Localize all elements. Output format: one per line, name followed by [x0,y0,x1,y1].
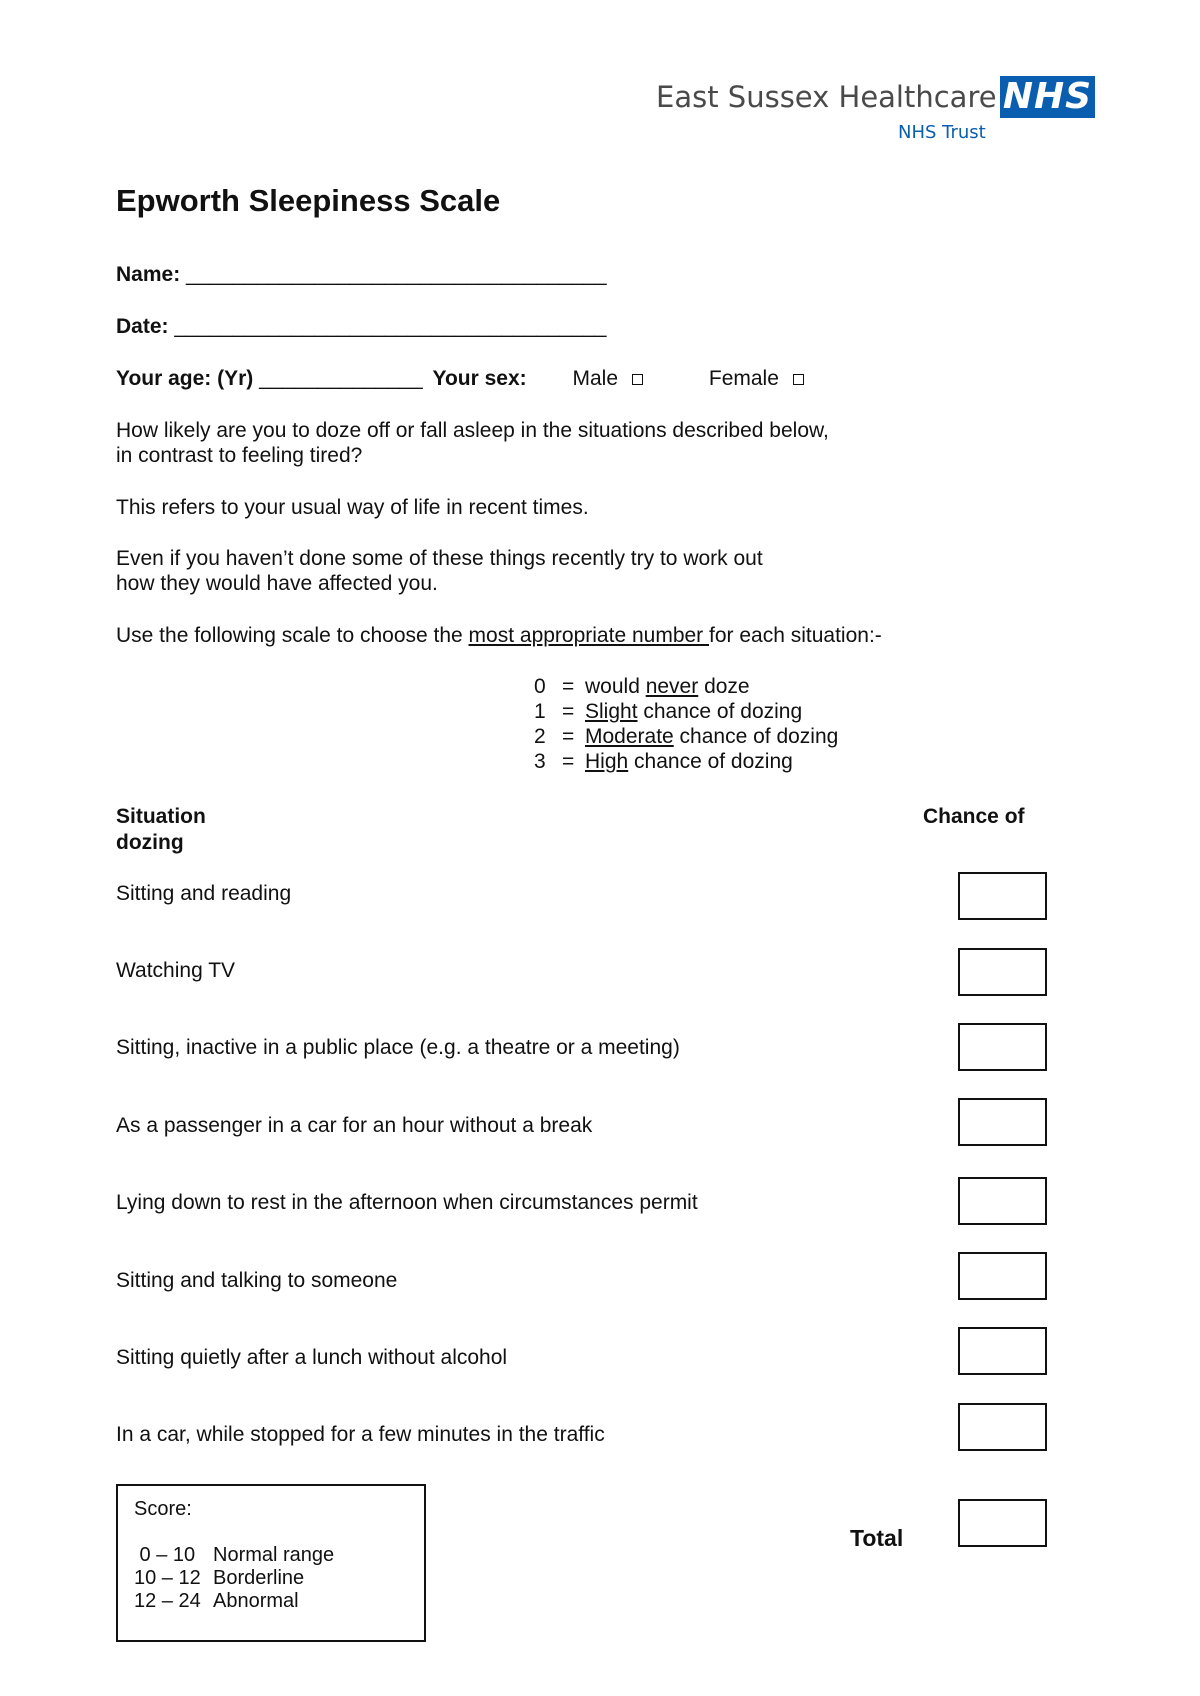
nhs-logo: NHS [1000,76,1095,118]
situation-header: Situation [116,805,206,828]
score-range: 0 – 10 [134,1544,196,1566]
score-input-3[interactable] [958,1023,1047,1071]
situation-label-3: Sitting, inactive in a public place (e.g. a theatre or a meeting) [116,1036,680,1059]
intro-line-5: how they would have affected you. [116,572,438,595]
intro-line-2: in contrast to feeling tired? [116,444,363,467]
scale-legend [534,674,838,774]
scale-text-post: chance of dozing [673,725,839,748]
scale-num: 0 [534,675,546,698]
scale-row-1 [534,699,838,724]
scale-instruction-pre: Use the following scale to choose the [116,624,469,647]
scale-num: 2 [534,725,546,748]
situation-label-2: Watching TV [116,959,236,982]
score-input-6[interactable] [958,1252,1047,1300]
scale-eq: = [562,700,575,723]
male-label: Male [572,367,619,390]
score-range: 12 – 24 [134,1590,201,1612]
age-field[interactable]: ______________ [259,367,423,390]
situation-label-8: In a car, while stopped for a few minutes in the traffic [116,1423,605,1446]
score-range-label: Borderline [213,1567,305,1589]
situation-label-5: Lying down to rest in the afternoon when circumstances permit [116,1191,698,1214]
total-label: Total [850,1525,904,1551]
score-input-5[interactable] [958,1177,1047,1225]
date-field[interactable]: _____________________________________ [174,315,607,338]
name-label: Name: [116,263,181,286]
date-label: Date: [116,315,169,338]
scale-num: 1 [534,700,546,723]
score-input-2[interactable] [958,948,1047,996]
score-input-8[interactable] [958,1403,1047,1451]
scale-text-emphasis: Slight [585,700,638,723]
score-key-row [134,1590,334,1613]
intro-line-4: Even if you haven’t done some of these things recently try to work out [116,547,763,570]
dozing-header: dozing [116,831,184,854]
scale-eq: = [562,675,575,698]
scale-instruction [116,623,882,648]
sex-label: Your sex: [432,367,527,390]
scale-text-post: chance of dozing [628,750,793,773]
scale-num: 3 [534,750,546,773]
date-row [116,314,607,339]
page-title: Epworth Sleepiness Scale [116,183,501,218]
scale-text-emphasis: Moderate [585,725,674,748]
total-input[interactable] [958,1499,1047,1547]
score-key-rows [134,1544,334,1613]
scale-row-3 [534,749,838,774]
scale-text-pre: would [585,675,646,698]
scale-instruction-post: for each situation:- [709,624,882,647]
score-key-row [134,1567,334,1590]
scale-text-emphasis: never [645,675,699,698]
female-checkbox[interactable] [793,374,804,385]
score-key-row [134,1544,334,1567]
name-field[interactable]: ____________________________________ [186,263,607,286]
situation-label-4: As a passenger in a car for an hour without a break [116,1114,593,1137]
score-range: 10 – 12 [134,1567,201,1589]
score-range-label: Abnormal [213,1590,299,1612]
scale-eq: = [562,750,575,773]
score-range-label: Normal range [213,1544,335,1566]
female-label: Female [708,367,779,390]
scale-row-2 [534,724,838,749]
scale-instruction-emphasis: most appropriate number [468,624,710,647]
score-key-label: Score: [134,1498,192,1520]
intro-line-3: This refers to your usual way of life in recent times. [116,496,589,519]
score-input-1[interactable] [958,872,1047,920]
scale-eq: = [562,725,575,748]
scale-text-emphasis: High [585,750,629,773]
scale-text-post: doze [698,675,750,698]
score-input-7[interactable] [958,1327,1047,1375]
age-sex-row [116,366,804,391]
score-key-box [116,1484,426,1642]
age-label: Your age: (Yr) [116,367,254,390]
scale-text-post: chance of dozing [637,700,803,723]
score-input-4[interactable] [958,1098,1047,1146]
male-checkbox[interactable] [632,374,643,385]
intro-line-1: How likely are you to doze off or fall asleep in the situations described below, [116,419,829,442]
situation-label-6: Sitting and talking to someone [116,1269,398,1292]
name-row [116,262,607,287]
chance-of-header: Chance of [923,805,1025,828]
situation-label-7: Sitting quietly after a lunch without alcohol [116,1346,508,1369]
scale-row-0 [534,674,838,699]
nhs-trust-label: NHS Trust [898,122,986,143]
situation-label-1: Sitting and reading [116,882,292,905]
org-name: East Sussex Healthcare [656,80,997,114]
